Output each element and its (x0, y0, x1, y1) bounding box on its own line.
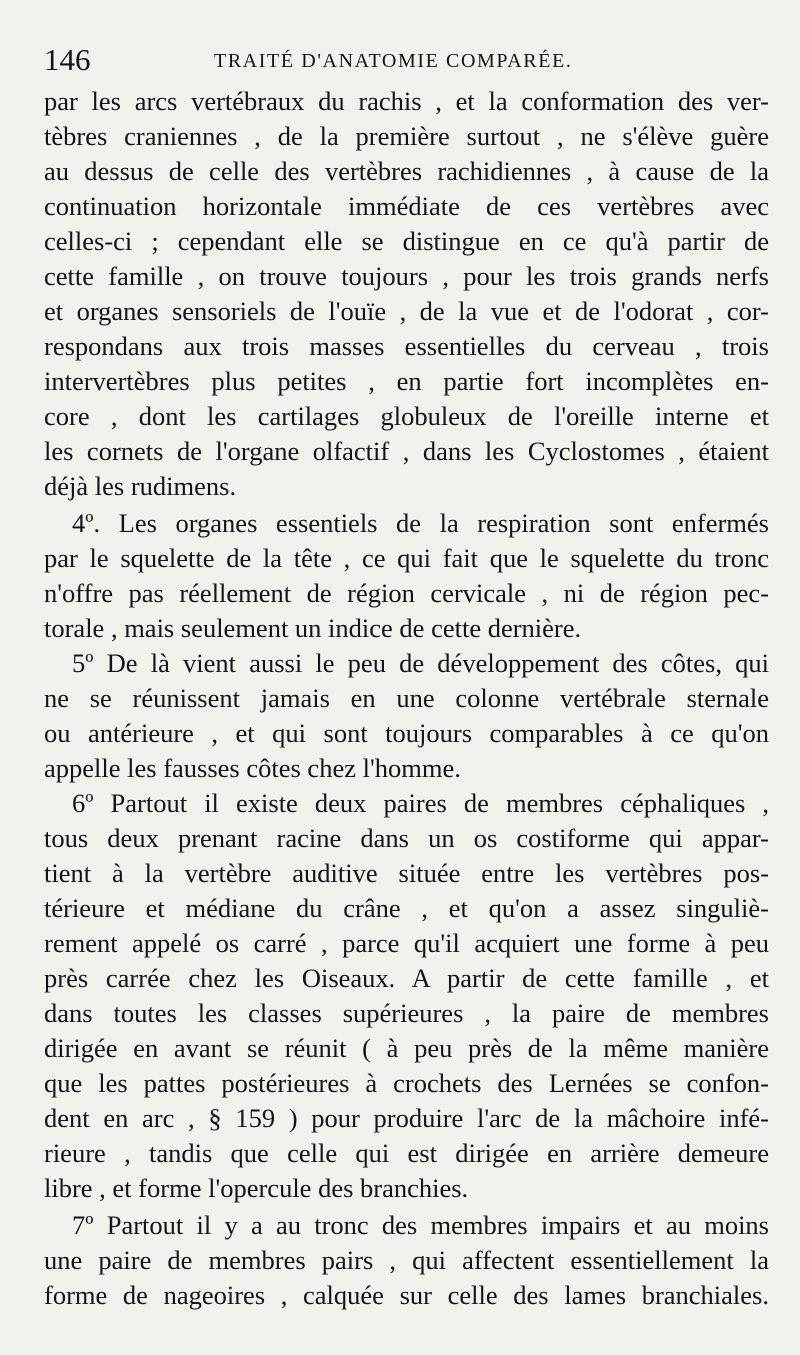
text-line: déjà les rudimens. (44, 471, 237, 501)
text-line: une paire de membres pairs , qui affectent essentiellement la (44, 1245, 769, 1275)
text-line: continuation horizontale immédiate de ces vertèbres avec (44, 191, 769, 221)
text-line: 4º. Les organes essentiels de la respiration sont enfermés (72, 508, 769, 538)
text-line: respondans aux trois masses essentielles du cerveau , trois (44, 331, 769, 361)
text-line: dent en arc , § 159 ) pour produire l'arc de la mâchoire infé- (44, 1103, 769, 1133)
text-line: 7º Partout il y a au tronc des membres impairs et au moins (72, 1210, 769, 1240)
text-line: appelle les fausses côtes chez l'homme. (44, 753, 461, 783)
text-line: tous deux prenant racine dans un os costiforme qui appar- (44, 823, 769, 853)
text-line: 5º De là vient aussi le peu de développement des côtes, qui (72, 648, 769, 678)
text-line: celles-ci ; cependant elle se distingue en ce qu'à partir de (44, 226, 769, 256)
text-line: libre , et forme l'opercule des branchies. (44, 1173, 469, 1203)
text-line: core , dont les cartilages globuleux de l'oreille interne et (44, 401, 769, 431)
text-line: ne se réunissent jamais en une colonne vertébrale sternale (44, 683, 769, 713)
text-line: dirigée en avant se réunit ( à peu près de la même manière (44, 1033, 769, 1063)
text-line: rieure , tandis que celle qui est dirigée en arrière demeure (44, 1138, 769, 1168)
text-line: au dessus de celle des vertèbres rachidiennes , à cause de la (44, 156, 769, 186)
running-title: TRAITÉ D'ANATOMIE COMPARÉE. (214, 50, 573, 72)
text-line: 6º Partout il existe deux paires de membres céphaliques , (72, 788, 769, 818)
text-line: dans toutes les classes supérieures , la paire de membres (44, 998, 769, 1028)
page-number: 146 (44, 42, 91, 77)
text-line: rement appelé os carré , parce qu'il acquiert une forme à peu (44, 928, 769, 958)
text-line: par le squelette de la tête , ce qui fait que le squelette du tronc (44, 543, 769, 573)
text-line: ou antérieure , et qui sont toujours comparables à ce qu'on (44, 718, 769, 748)
text-line: forme de nageoires , calquée sur celle des lames branchiales. (44, 1280, 769, 1310)
text-line: les cornets de l'organe olfactif , dans les Cyclostomes , étaient (44, 436, 769, 466)
text-line: intervertèbres plus petites , en partie fort incomplètes en- (44, 366, 769, 396)
text-line: par les arcs vertébraux du rachis , et la conformation des ver- (44, 86, 769, 116)
text-line: torale , mais seulement un indice de cette dernière. (44, 613, 582, 643)
text-line: n'offre pas réellement de région cervicale , ni de région pec- (44, 578, 769, 608)
text-line: tèbres craniennes , de la première surtout , ne s'élève guère (44, 121, 769, 151)
text-line: térieure et médiane du crâne , et qu'on a assez singuliè- (44, 893, 769, 923)
text-line: cette famille , on trouve toujours , pour les trois grands nerfs (44, 261, 769, 291)
text-line: que les pattes postérieures à crochets des Lernées se confon- (44, 1068, 769, 1098)
page-header (44, 38, 770, 78)
text-line: et organes sensoriels de l'ouïe , de la vue et de l'odorat , cor- (44, 296, 769, 326)
text-line: près carrée chez les Oiseaux. A partir de cette famille , et (44, 963, 769, 993)
text-line: tient à la vertèbre auditive située entre les vertèbres pos- (44, 858, 769, 888)
